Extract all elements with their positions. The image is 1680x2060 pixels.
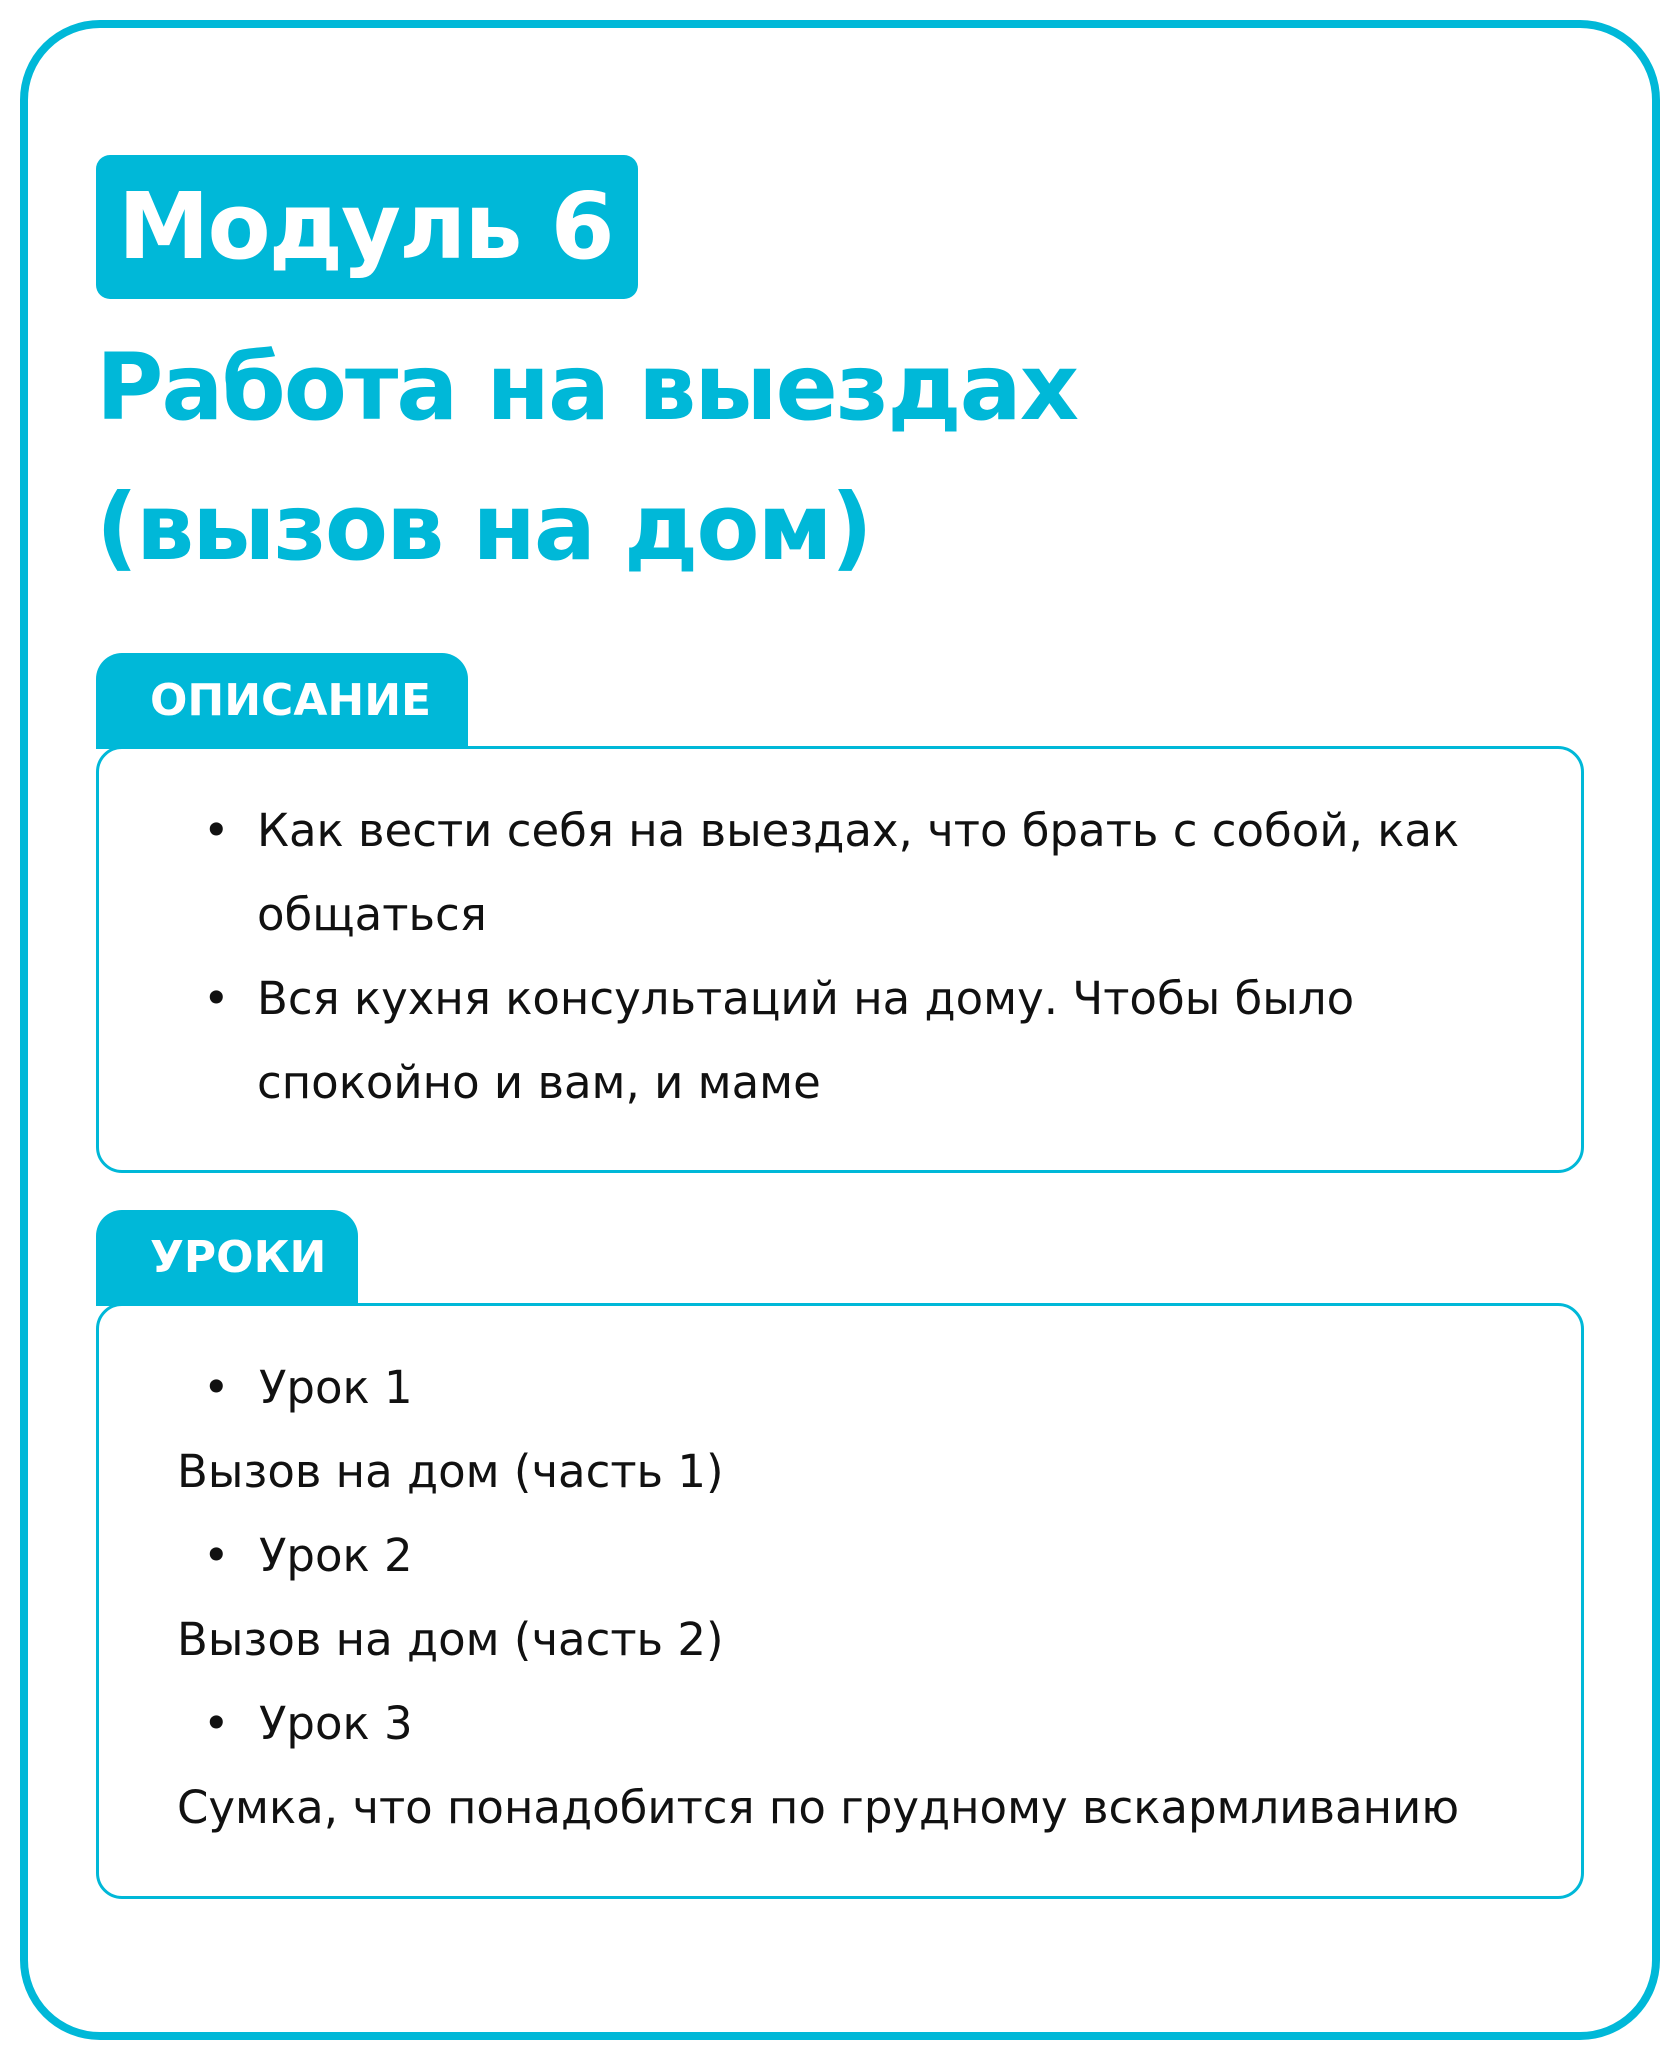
- description-list: [99, 789, 1581, 1125]
- lessons-panel: [96, 1303, 1584, 1899]
- lessons-list: [99, 1346, 1581, 1850]
- description-item: [99, 957, 1581, 1125]
- description-item-text: Как вести себя на выездах, что брать с собой, как общаться: [257, 804, 1460, 941]
- bullet-icon: •: [203, 1529, 230, 1582]
- bullet-icon: •: [203, 972, 230, 1025]
- lessons-tab: УРОКИ: [96, 1210, 358, 1306]
- bullet-icon: •: [203, 1361, 230, 1414]
- module-badge: Модуль 6: [96, 155, 638, 299]
- lesson-title: Вызов на дом (часть 2): [177, 1613, 724, 1666]
- lesson-title: Сумка, что понадобится по грудному вскармливанию: [177, 1781, 1460, 1834]
- bullet-icon: •: [203, 804, 230, 857]
- description-panel: [96, 746, 1584, 1173]
- description-tab: ОПИСАНИЕ: [96, 653, 468, 749]
- module-title-line-1: Работа на выездах: [96, 334, 1078, 441]
- module-title: [96, 318, 1496, 598]
- module-title-line-2: (вызов на дом): [96, 474, 871, 581]
- lesson-label: [99, 1682, 1581, 1766]
- lesson-label: [99, 1346, 1581, 1430]
- description-item-text: Вся кухня консультаций на дому. Чтобы было спокойно и вам, и маме: [257, 972, 1355, 1109]
- lesson-label-text: Урок 3: [259, 1697, 413, 1750]
- lesson-label-text: Урок 1: [259, 1361, 413, 1414]
- lesson-label-text: Урок 2: [259, 1529, 413, 1582]
- bullet-icon: •: [203, 1697, 230, 1750]
- description-item: [99, 789, 1581, 957]
- lesson-label: [99, 1514, 1581, 1598]
- lesson-title: Вызов на дом (часть 1): [177, 1445, 724, 1498]
